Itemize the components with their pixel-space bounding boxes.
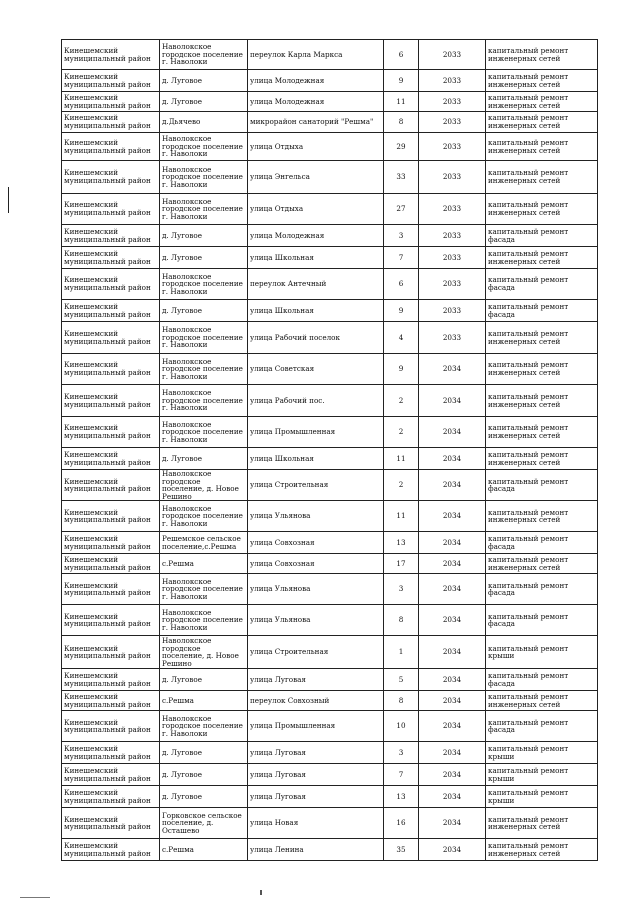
work-type-cell: капитальный ремонт инженерных сетей [486,808,598,839]
street-cell: улица Отдыха [248,133,384,161]
year-cell: 2034 [419,554,486,574]
district-cell: Кинешемский муниципальный район [62,786,160,808]
work-type-cell: капитальный ремонт фасада [486,300,598,322]
settlement-cell: с.Решма [160,839,248,861]
settlement-cell: Наволокское городское поселение, д. Новое Решино [160,470,248,501]
work-type-cell: капитальный ремонт крыши [486,786,598,808]
street-cell: улица Школьная [248,448,384,470]
table-row [62,636,598,669]
district-cell: Кинешемский муниципальный район [62,112,160,133]
settlement-cell: Наволокское городское поселение г. Наволоки [160,133,248,161]
year-cell: 2034 [419,354,486,385]
work-type-cell: капитальный ремонт инженерных сетей [486,448,598,470]
district-cell: Кинешемский муниципальный район [62,636,160,669]
street-cell: улица Луговая [248,764,384,786]
year-cell: 2034 [419,532,486,554]
street-cell: улица Школьная [248,300,384,322]
table-row [62,764,598,786]
table-row [62,448,598,470]
year-cell: 2034 [419,742,486,764]
settlement-cell: д. Луговое [160,300,248,322]
scan-mark-dot [260,890,262,895]
work-type-cell: капитальный ремонт инженерных сетей [486,194,598,225]
table-row [62,470,598,501]
street-cell: улица Молодежная [248,225,384,247]
district-cell: Кинешемский муниципальный район [62,385,160,417]
settlement-cell: д. Луговое [160,764,248,786]
settlement-cell: Наволокское городское поселение г. Наволоки [160,354,248,385]
district-cell: Кинешемский муниципальный район [62,225,160,247]
year-cell: 2033 [419,112,486,133]
street-cell: улица Ульянова [248,605,384,636]
district-cell: Кинешемский муниципальный район [62,247,160,269]
district-cell: Кинешемский муниципальный район [62,605,160,636]
district-cell: Кинешемский муниципальный район [62,711,160,742]
settlement-cell: Наволокское городское поселение г. Наволоки [160,269,248,300]
work-type-cell: капитальный ремонт крыши [486,636,598,669]
house-number-cell: 2 [384,417,419,448]
table-row [62,742,598,764]
year-cell: 2033 [419,194,486,225]
settlement-cell: Наволокское городское поселение г. Наволоки [160,574,248,605]
house-number-cell: 8 [384,605,419,636]
settlement-cell: Наволокское городское поселение г. Наволоки [160,605,248,636]
work-type-cell: капитальный ремонт инженерных сетей [486,40,598,70]
year-cell: 2033 [419,92,486,112]
table-row [62,354,598,385]
settlement-cell: д. Луговое [160,247,248,269]
house-number-cell: 10 [384,711,419,742]
table-row [62,808,598,839]
settlement-cell: Наволокское городское поселение г. Наволоки [160,501,248,532]
district-cell: Кинешемский муниципальный район [62,691,160,711]
work-type-cell: капитальный ремонт фасада [486,711,598,742]
street-cell: улица Строительная [248,470,384,501]
district-cell: Кинешемский муниципальный район [62,448,160,470]
table-row [62,605,598,636]
street-cell: переулок Антечный [248,269,384,300]
table-row [62,194,598,225]
work-type-cell: капитальный ремонт инженерных сетей [486,322,598,354]
street-cell: улица Школьная [248,247,384,269]
street-cell: улица Луговая [248,669,384,691]
district-cell: Кинешемский муниципальный район [62,194,160,225]
table-row [62,300,598,322]
district-cell: Кинешемский муниципальный район [62,764,160,786]
work-type-cell: капитальный ремонт фасада [486,669,598,691]
street-cell: улица Энгельса [248,161,384,194]
house-number-cell: 13 [384,786,419,808]
settlement-cell: д. Луговое [160,70,248,92]
house-number-cell: 11 [384,501,419,532]
work-type-cell: капитальный ремонт инженерных сетей [486,501,598,532]
work-type-cell: капитальный ремонт инженерных сетей [486,554,598,574]
street-cell: улица Рабочий поселок [248,322,384,354]
work-type-cell: капитальный ремонт инженерных сетей [486,112,598,133]
settlement-cell: Наволокское городское поселение г. Наволоки [160,40,248,70]
settlement-cell: Решемское сельское поселение,с.Решма [160,532,248,554]
table-row [62,417,598,448]
district-cell: Кинешемский муниципальный район [62,417,160,448]
house-number-cell: 1 [384,636,419,669]
table-row [62,322,598,354]
table-row [62,554,598,574]
settlement-cell: д. Луговое [160,225,248,247]
work-type-cell: капитальный ремонт инженерных сетей [486,691,598,711]
work-type-cell: капитальный ремонт инженерных сетей [486,247,598,269]
district-cell: Кинешемский муниципальный район [62,354,160,385]
work-type-cell: капитальный ремонт инженерных сетей [486,385,598,417]
district-cell: Кинешемский муниципальный район [62,470,160,501]
year-cell: 2033 [419,300,486,322]
settlement-cell: д. Луговое [160,669,248,691]
year-cell: 2034 [419,711,486,742]
district-cell: Кинешемский муниципальный район [62,501,160,532]
street-cell: улица Промышленная [248,711,384,742]
settlement-cell: д. Луговое [160,786,248,808]
street-cell: улица Отдыха [248,194,384,225]
settlement-cell: д. Луговое [160,448,248,470]
house-number-cell: 5 [384,669,419,691]
year-cell: 2034 [419,385,486,417]
district-cell: Кинешемский муниципальный район [62,92,160,112]
year-cell: 2033 [419,70,486,92]
work-type-cell: капитальный ремонт фасада [486,605,598,636]
house-number-cell: 11 [384,448,419,470]
settlement-cell: Наволокское городское поселение г. Наволоки [160,194,248,225]
district-cell: Кинешемский муниципальный район [62,808,160,839]
year-cell: 2034 [419,691,486,711]
work-type-cell: капитальный ремонт инженерных сетей [486,70,598,92]
work-type-cell: капитальный ремонт инженерных сетей [486,92,598,112]
settlement-cell: Наволокское городское поселение г. Наволоки [160,711,248,742]
work-type-cell: капитальный ремонт инженерных сетей [486,839,598,861]
table-row [62,669,598,691]
year-cell: 2033 [419,322,486,354]
settlement-cell: Наволокское городское поселение г. Наволоки [160,161,248,194]
street-cell: улица Новая [248,808,384,839]
street-cell: улица Ульянова [248,574,384,605]
table-row [62,501,598,532]
table-row [62,225,598,247]
repair-schedule-table [61,39,598,861]
house-number-cell: 2 [384,385,419,417]
district-cell: Кинешемский муниципальный район [62,839,160,861]
table-row [62,269,598,300]
year-cell: 2034 [419,448,486,470]
house-number-cell: 8 [384,112,419,133]
year-cell: 2033 [419,40,486,70]
house-number-cell: 29 [384,133,419,161]
district-cell: Кинешемский муниципальный район [62,532,160,554]
street-cell: улица Луговая [248,786,384,808]
year-cell: 2034 [419,501,486,532]
table-row [62,70,598,92]
work-type-cell: капитальный ремонт инженерных сетей [486,354,598,385]
district-cell: Кинешемский муниципальный район [62,322,160,354]
year-cell: 2033 [419,247,486,269]
street-cell: улица Промышленная [248,417,384,448]
year-cell: 2034 [419,470,486,501]
house-number-cell: 3 [384,742,419,764]
work-type-cell: капитальный ремонт фасада [486,269,598,300]
work-type-cell: капитальный ремонт инженерных сетей [486,133,598,161]
house-number-cell: 7 [384,247,419,269]
street-cell: улица Совхозная [248,532,384,554]
table-row [62,133,598,161]
house-number-cell: 16 [384,808,419,839]
table-row [62,711,598,742]
district-cell: Кинешемский муниципальный район [62,40,160,70]
house-number-cell: 3 [384,574,419,605]
table-row [62,40,598,70]
year-cell: 2033 [419,269,486,300]
settlement-cell: Горковское сельское поселение, д. Осташево [160,808,248,839]
year-cell: 2033 [419,133,486,161]
house-number-cell: 2 [384,470,419,501]
street-cell: улица Строительная [248,636,384,669]
scan-mark-left [8,187,9,213]
district-cell: Кинешемский муниципальный район [62,554,160,574]
work-type-cell: капитальный ремонт крыши [486,742,598,764]
table-row [62,786,598,808]
year-cell: 2034 [419,839,486,861]
district-cell: Кинешемский муниципальный район [62,161,160,194]
house-number-cell: 33 [384,161,419,194]
district-cell: Кинешемский муниципальный район [62,133,160,161]
street-cell: улица Совхозная [248,554,384,574]
settlement-cell: Наволокское городское поселение г. Наволоки [160,417,248,448]
table-row [62,839,598,861]
table-row [62,247,598,269]
house-number-cell: 9 [384,354,419,385]
year-cell: 2034 [419,636,486,669]
table-row [62,691,598,711]
work-type-cell: капитальный ремонт инженерных сетей [486,417,598,448]
house-number-cell: 9 [384,300,419,322]
district-cell: Кинешемский муниципальный район [62,269,160,300]
year-cell: 2034 [419,574,486,605]
table-row [62,161,598,194]
year-cell: 2033 [419,225,486,247]
house-number-cell: 13 [384,532,419,554]
settlement-cell: с.Решма [160,691,248,711]
settlement-cell: д. Луговое [160,742,248,764]
street-cell: улица Ульянова [248,501,384,532]
year-cell: 2034 [419,786,486,808]
house-number-cell: 17 [384,554,419,574]
district-cell: Кинешемский муниципальный район [62,669,160,691]
table-row [62,92,598,112]
work-type-cell: капитальный ремонт фасада [486,532,598,554]
settlement-cell: Наволокское городское поселение, д. Новое Решино [160,636,248,669]
house-number-cell: 6 [384,40,419,70]
house-number-cell: 27 [384,194,419,225]
table-body [62,40,598,861]
district-cell: Кинешемский муниципальный район [62,300,160,322]
work-type-cell: капитальный ремонт инженерных сетей [486,161,598,194]
street-cell: улица Молодежная [248,70,384,92]
street-cell: переулок Совхозный [248,691,384,711]
year-cell: 2033 [419,161,486,194]
street-cell: улица Рабочий пос. [248,385,384,417]
street-cell: улица Ленина [248,839,384,861]
settlement-cell: Наволокское городское поселение г. Наволоки [160,385,248,417]
house-number-cell: 3 [384,225,419,247]
table-row [62,385,598,417]
scan-mark-bottom [20,897,50,898]
table-row [62,532,598,554]
street-cell: микрорайон санаторий "Решма" [248,112,384,133]
house-number-cell: 6 [384,269,419,300]
year-cell: 2034 [419,764,486,786]
house-number-cell: 8 [384,691,419,711]
street-cell: переулок Карла Маркса [248,40,384,70]
work-type-cell: капитальный ремонт фасада [486,225,598,247]
work-type-cell: капитальный ремонт фасада [486,574,598,605]
table-row [62,574,598,605]
house-number-cell: 9 [384,70,419,92]
house-number-cell: 4 [384,322,419,354]
settlement-cell: д.Дьячево [160,112,248,133]
house-number-cell: 35 [384,839,419,861]
year-cell: 2034 [419,417,486,448]
year-cell: 2034 [419,669,486,691]
work-type-cell: капитальный ремонт фасада [486,470,598,501]
settlement-cell: д. Луговое [160,92,248,112]
table-row [62,112,598,133]
district-cell: Кинешемский муниципальный район [62,574,160,605]
street-cell: улица Молодежная [248,92,384,112]
district-cell: Кинешемский муниципальный район [62,70,160,92]
work-type-cell: капитальный ремонт крыши [486,764,598,786]
street-cell: улица Советская [248,354,384,385]
year-cell: 2034 [419,808,486,839]
settlement-cell: с.Решма [160,554,248,574]
settlement-cell: Наволокское городское поселение г. Наволоки [160,322,248,354]
house-number-cell: 11 [384,92,419,112]
year-cell: 2034 [419,605,486,636]
district-cell: Кинешемский муниципальный район [62,742,160,764]
house-number-cell: 7 [384,764,419,786]
street-cell: улица Луговая [248,742,384,764]
